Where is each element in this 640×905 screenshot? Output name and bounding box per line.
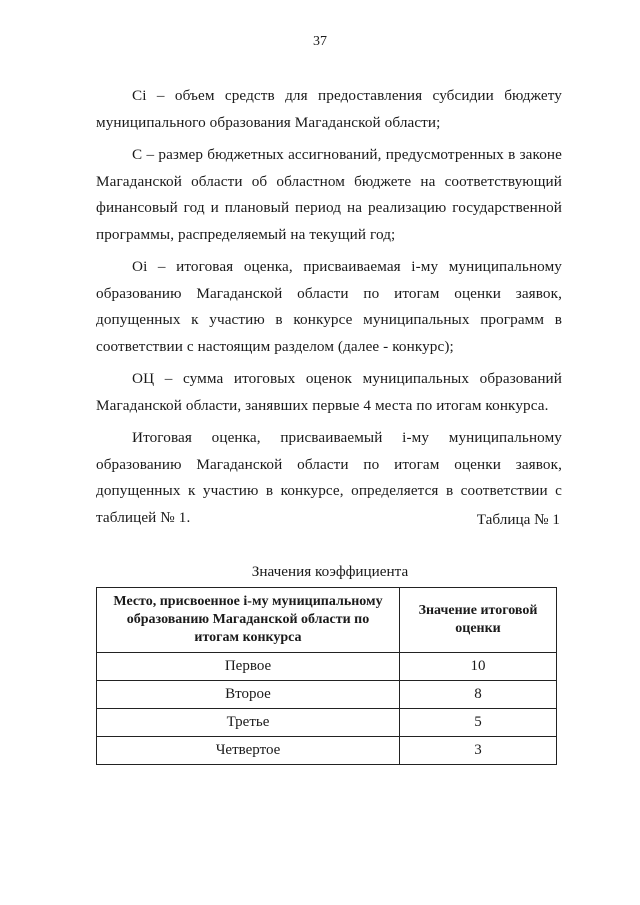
page-number: 37 xyxy=(313,34,327,49)
cell-score: 5 xyxy=(400,709,557,737)
table-label: Таблица № 1 xyxy=(476,511,560,528)
cell-score: 3 xyxy=(400,737,557,765)
cell-place: Первое xyxy=(97,653,400,681)
paragraph-final-score: Итоговая оценка, присваиваемый i-му муниципальному образованию Магаданской области по итогам оценки заявок, допущенных к участию в конкурсе, определяется в соответствии с таблицей № 1. xyxy=(96,429,562,526)
table-title: Значения коэффициента xyxy=(251,563,409,580)
table-header-row xyxy=(97,588,557,653)
header-score: Значение итоговой оценки xyxy=(400,588,557,653)
table-row xyxy=(97,681,557,709)
cell-score: 10 xyxy=(400,653,557,681)
paragraph-oc-definition: ОЦ – сумма итоговых оценок муниципальных образований Магаданской области, занявших первые 4 места по итогам конкурса. xyxy=(96,370,562,414)
header-place: Место, присвоенное i-му муниципальному образованию Магаданской области по итогам конкурса xyxy=(97,588,400,653)
table-row xyxy=(97,653,557,681)
coefficient-table xyxy=(96,587,557,765)
paragraph-oi-definition: Оi – итоговая оценка, присваиваемая i-му муниципальному образованию Магаданской области по итогам оценки заявок, допущенных к участию в конкурсе муниципальных программ в соответствии с настоящим разделом (далее - конкурс); xyxy=(96,258,562,355)
paragraph-c-definition: С – размер бюджетных ассигнований, предусмотренных в законе Магаданской области об областном бюджете на соответствующий финансовый год и плановый период на реализацию государственной программы, распределяемый на текущий год; xyxy=(96,146,562,243)
table-row xyxy=(97,709,557,737)
paragraph-ci-definition: Ci – объем средств для предоставления субсидии бюджету муниципального образования Магаданской области; xyxy=(96,87,562,131)
table-row xyxy=(97,737,557,765)
cell-place: Второе xyxy=(97,681,400,709)
cell-place: Третье xyxy=(97,709,400,737)
cell-place: Четвертое xyxy=(97,737,400,765)
body-text xyxy=(96,83,562,537)
cell-score: 8 xyxy=(400,681,557,709)
